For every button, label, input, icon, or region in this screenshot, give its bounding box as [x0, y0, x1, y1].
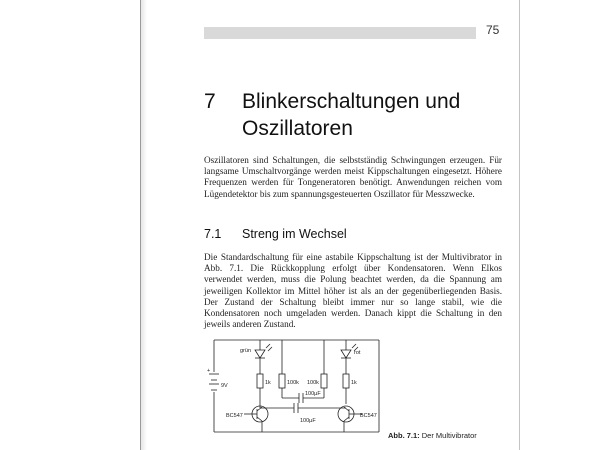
label-battery: 9V: [221, 383, 228, 389]
section-number: 7.1: [204, 227, 222, 241]
multivibrator-schematic: [204, 334, 384, 444]
resistor-r1: [257, 374, 263, 388]
label-c1: 100µF: [305, 391, 321, 397]
section-title: Streng im Wechsel: [242, 227, 347, 241]
schematic-svg: [204, 334, 384, 444]
resistor-r2: [279, 374, 285, 388]
chapter-title: [204, 88, 460, 142]
chapter-number: 7: [204, 90, 216, 113]
resistor-r3: [321, 374, 327, 388]
label-led-right: rot: [354, 350, 361, 356]
label-t2: BC547: [360, 413, 377, 419]
main-paragraph: Die Standardschaltung für eine astabile Kippschaltung ist der Multivibrator in Abb. 7.1. Die Rückkopplung erfolgt über Kondensatoren. Wenn Elkos verwendet werden, muss die Polung beachtet werden, da die Spannung am jeweiligen Kollektor im Mittel höher ist als an der gegenüberliegenden Basis. Der Zustand der Schaltung bleibt immer nur so lange stabil, wie die Kondensatoren noch umgeladen werden. Danach kippt die Schaltung in den jeweils anderen Zustand.: [204, 252, 502, 330]
caption-text: Der Multivibrator: [421, 431, 477, 440]
led-left-symbol: [255, 350, 265, 358]
section-heading: [204, 227, 347, 241]
figure-caption: [388, 431, 477, 440]
label-r4: 1k: [351, 380, 357, 386]
label-r1: 1k: [265, 380, 271, 386]
chapter-title-line2: Oszillatoren: [242, 117, 353, 140]
running-header-bar: [204, 27, 476, 39]
page-number: 75: [486, 23, 500, 37]
page-right-edge: [519, 0, 520, 450]
label-r3: 100k: [307, 380, 319, 386]
caption-label: Abb. 7.1:: [388, 431, 420, 440]
chapter-title-line1: Blinkerschaltungen und: [242, 90, 461, 113]
led-right-symbol: [341, 350, 351, 358]
label-led-left: grün: [240, 348, 252, 354]
label-battery-plus: +: [207, 368, 211, 374]
resistor-r4: [343, 374, 349, 388]
label-t1: BC547: [226, 413, 243, 419]
intro-paragraph: Oszillatoren sind Schaltungen, die selbstständig Schwingungen erzeugen. Für langsame Umschaltvorgänge werden meist Kippschaltungen eingesetzt. Höhere Frequenzen werden für Tongeneratoren benötigt. Anwendungen reichen vom Lügendetektor bis zum spannungsgesteuerten Oszillator für Messzwecke.: [204, 155, 502, 199]
page-gutter-shadow: [141, 0, 147, 450]
label-r2: 100k: [287, 380, 299, 386]
label-c2: 100µF: [300, 418, 316, 424]
